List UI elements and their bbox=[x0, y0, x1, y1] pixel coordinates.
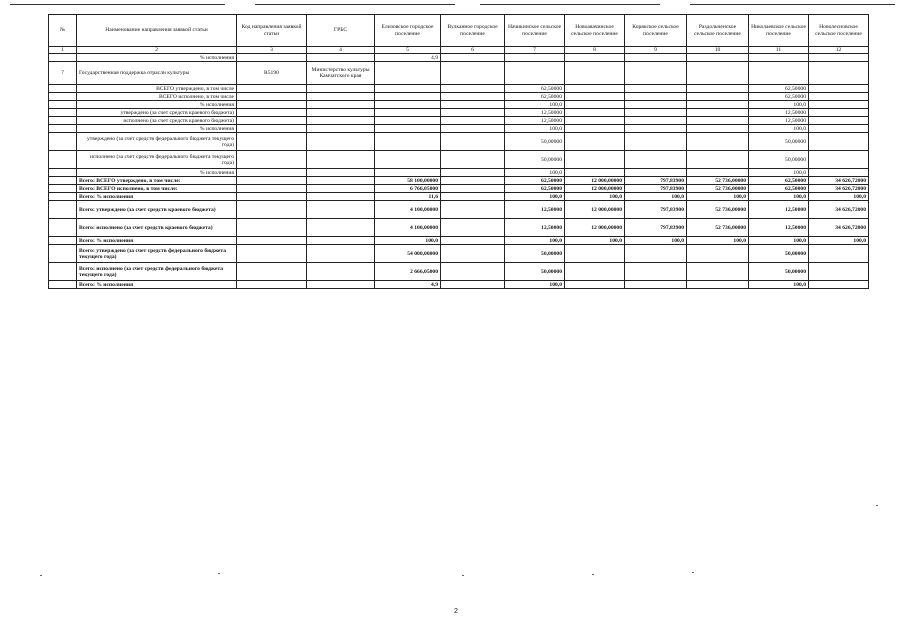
row-label-cell: Всего: % исполнения bbox=[77, 193, 237, 201]
table-cell bbox=[237, 133, 307, 151]
scan-speck bbox=[592, 574, 594, 575]
table-cell bbox=[441, 54, 505, 62]
table-cell bbox=[49, 177, 77, 185]
table-cell bbox=[441, 219, 505, 237]
table-cell: 100,0 bbox=[625, 193, 687, 201]
table-cell: 52 736,00000 bbox=[687, 185, 749, 193]
table-row bbox=[49, 85, 869, 93]
table-cell bbox=[687, 151, 749, 169]
table-cell bbox=[809, 93, 869, 101]
table-row bbox=[49, 193, 869, 201]
table-row bbox=[49, 237, 869, 245]
table-cell bbox=[49, 85, 77, 93]
table-cell bbox=[237, 54, 307, 62]
table-cell bbox=[307, 151, 375, 169]
table-cell bbox=[307, 193, 375, 201]
table-cell bbox=[625, 85, 687, 93]
table-cell bbox=[307, 109, 375, 117]
table-cell: 12,50000 bbox=[505, 219, 565, 237]
table-cell bbox=[237, 85, 307, 93]
table-cell: 12 000,00000 bbox=[565, 219, 625, 237]
row-label-cell: ВСЕГО исполнено, в том числе bbox=[77, 93, 237, 101]
table-cell bbox=[625, 109, 687, 117]
table-cell bbox=[237, 169, 307, 177]
table-cell: 4,9 bbox=[375, 281, 441, 289]
table-cell bbox=[687, 62, 749, 85]
table-cell: 100,0 bbox=[749, 101, 809, 109]
table-row bbox=[49, 263, 869, 281]
row-label-cell: Всего: % исполнения bbox=[77, 237, 237, 245]
table-cell bbox=[375, 151, 441, 169]
column-number: 10 bbox=[687, 47, 749, 54]
table-cell bbox=[565, 125, 625, 133]
report-table bbox=[48, 14, 869, 289]
column-number: 6 bbox=[441, 47, 505, 54]
table-cell: 12,50000 bbox=[749, 109, 809, 117]
row-label-cell: Всего: утверждено (за счет средств краевого бюджета) bbox=[77, 201, 237, 219]
row-label-cell: исполнено (за счет средств федерального бюджета текущего года) bbox=[77, 151, 237, 169]
table-cell: 50,00000 bbox=[749, 245, 809, 263]
table-cell bbox=[441, 177, 505, 185]
table-cell bbox=[307, 133, 375, 151]
table-cell bbox=[809, 117, 869, 125]
table-row bbox=[49, 133, 869, 151]
table-cell bbox=[687, 85, 749, 93]
table-cell bbox=[49, 281, 77, 289]
table-cell bbox=[375, 169, 441, 177]
table-cell bbox=[49, 109, 77, 117]
table-cell: 62,50000 bbox=[505, 93, 565, 101]
table-cell: 34 626,72000 bbox=[809, 201, 869, 219]
scan-speck bbox=[462, 575, 464, 576]
column-number: 4 bbox=[307, 47, 375, 54]
header-cell: Новолесновское сельское поселение bbox=[809, 15, 869, 47]
table-cell bbox=[49, 133, 77, 151]
table-cell bbox=[749, 54, 809, 62]
table-cell bbox=[565, 117, 625, 125]
table-cell bbox=[441, 237, 505, 245]
table-cell bbox=[565, 263, 625, 281]
table-cell bbox=[625, 281, 687, 289]
row-label-cell: Всего: исполнено (за счет средств федерального бюджета текущего года) bbox=[77, 263, 237, 281]
top-rule-center bbox=[255, 4, 455, 5]
table-cell bbox=[565, 169, 625, 177]
table-cell bbox=[49, 201, 77, 219]
table-cell bbox=[307, 219, 375, 237]
scan-speck bbox=[692, 572, 694, 573]
table-cell bbox=[687, 93, 749, 101]
table-cell: 52 736,00000 bbox=[687, 177, 749, 185]
table-cell bbox=[809, 169, 869, 177]
header-cell: ГРБС bbox=[307, 15, 375, 47]
table-cell: 4 100,00000 bbox=[375, 219, 441, 237]
table-cell bbox=[237, 219, 307, 237]
table-cell bbox=[625, 151, 687, 169]
row-label-cell: исполнено (за счет средств краевого бюджета) bbox=[77, 117, 237, 125]
table-cell bbox=[809, 133, 869, 151]
header-cell: Корякское сельское поселение bbox=[625, 15, 687, 47]
table-cell: 50,00000 bbox=[505, 263, 565, 281]
table-cell bbox=[565, 85, 625, 93]
table-cell: 12,50000 bbox=[749, 117, 809, 125]
table-row bbox=[49, 117, 869, 125]
table-cell bbox=[49, 117, 77, 125]
column-number: 7 bbox=[505, 47, 565, 54]
table-row bbox=[49, 54, 869, 62]
table-cell: 50,00000 bbox=[749, 151, 809, 169]
table-cell bbox=[809, 62, 869, 85]
table-cell bbox=[49, 93, 77, 101]
table-cell: 50,00000 bbox=[505, 151, 565, 169]
table-cell bbox=[625, 54, 687, 62]
table-cell: 100,0 bbox=[687, 237, 749, 245]
table-cell bbox=[441, 169, 505, 177]
table-cell: 797,83900 bbox=[625, 177, 687, 185]
table-cell bbox=[809, 125, 869, 133]
row-label-cell: Всего: исполнено (за счет средств краевого бюджета) bbox=[77, 219, 237, 237]
table-cell bbox=[441, 263, 505, 281]
table-cell bbox=[49, 245, 77, 263]
table-cell bbox=[441, 281, 505, 289]
table-cell bbox=[49, 54, 77, 62]
column-number-row bbox=[49, 47, 869, 54]
row-label-cell: Всего: ВСЕГО исполнено, в том числе: bbox=[77, 185, 237, 193]
row-label-cell: утверждено (за счет средств федерального бюджета текущего года) bbox=[77, 133, 237, 151]
table-cell bbox=[49, 219, 77, 237]
column-number: 5 bbox=[375, 47, 441, 54]
table-row bbox=[49, 62, 869, 85]
table-row bbox=[49, 219, 869, 237]
table-cell bbox=[237, 151, 307, 169]
table-cell bbox=[441, 93, 505, 101]
table-cell: 58 100,00000 bbox=[375, 177, 441, 185]
table-cell bbox=[49, 169, 77, 177]
table-cell bbox=[307, 201, 375, 219]
table-cell: 100,0 bbox=[749, 281, 809, 289]
table-cell: 11,6 bbox=[375, 193, 441, 201]
column-number: 12 bbox=[809, 47, 869, 54]
table-cell: 12 000,00000 bbox=[565, 201, 625, 219]
header-cell: Елизовское городское поселение bbox=[375, 15, 441, 47]
row-label-cell: Всего: утверждено (за счет средств федерального бюджета текущего года) bbox=[77, 245, 237, 263]
table-cell: 54 000,00000 bbox=[375, 245, 441, 263]
table-cell: 100,0 bbox=[505, 169, 565, 177]
table-cell bbox=[809, 263, 869, 281]
table-cell bbox=[49, 193, 77, 201]
table-cell: 52 736,00000 bbox=[687, 201, 749, 219]
table-cell: 6 766,05000 bbox=[375, 185, 441, 193]
table-cell bbox=[49, 237, 77, 245]
table-cell bbox=[625, 101, 687, 109]
table-cell: 100,0 bbox=[505, 101, 565, 109]
table-cell: 50,00000 bbox=[749, 133, 809, 151]
table-row bbox=[49, 201, 869, 219]
header-cell: Новоавачинское сельское поселение bbox=[565, 15, 625, 47]
table-cell bbox=[625, 263, 687, 281]
row-label-cell: Всего: % исполнения bbox=[77, 281, 237, 289]
table-cell bbox=[237, 125, 307, 133]
table-cell bbox=[375, 133, 441, 151]
table-cell bbox=[441, 62, 505, 85]
table-cell: 12,50000 bbox=[749, 201, 809, 219]
table-cell: 62,50000 bbox=[505, 177, 565, 185]
table-cell bbox=[237, 185, 307, 193]
table-cell bbox=[687, 109, 749, 117]
row-label-cell: % исполнения bbox=[77, 101, 237, 109]
table-cell bbox=[687, 125, 749, 133]
table-cell bbox=[375, 125, 441, 133]
table-cell bbox=[687, 133, 749, 151]
table-cell: 62,50000 bbox=[505, 185, 565, 193]
table-cell bbox=[809, 151, 869, 169]
header-cell: Вулканное городское поселение bbox=[441, 15, 505, 47]
table-cell bbox=[687, 263, 749, 281]
column-number: 2 bbox=[77, 47, 237, 54]
top-rule-far-right bbox=[690, 4, 895, 5]
table-cell bbox=[307, 85, 375, 93]
table-cell bbox=[375, 62, 441, 85]
table-row bbox=[49, 281, 869, 289]
table-cell bbox=[307, 245, 375, 263]
table-cell bbox=[237, 177, 307, 185]
table-cell bbox=[49, 101, 77, 109]
table-cell bbox=[307, 281, 375, 289]
table-cell bbox=[505, 62, 565, 85]
table-cell bbox=[441, 201, 505, 219]
table-cell bbox=[307, 237, 375, 245]
table-row bbox=[49, 93, 869, 101]
header-cell: Начикинское сельское поселение bbox=[505, 15, 565, 47]
table-cell bbox=[565, 281, 625, 289]
row-label-cell: ВСЕГО утверждено, в том числе bbox=[77, 85, 237, 93]
table-cell: 12 000,00000 bbox=[565, 177, 625, 185]
table-cell bbox=[375, 117, 441, 125]
top-rule-right bbox=[480, 4, 660, 5]
table-cell bbox=[307, 117, 375, 125]
table-row bbox=[49, 169, 869, 177]
table-cell bbox=[237, 109, 307, 117]
table-cell bbox=[749, 62, 809, 85]
table-cell bbox=[441, 85, 505, 93]
table-cell bbox=[307, 125, 375, 133]
table-row bbox=[49, 177, 869, 185]
table-cell bbox=[687, 281, 749, 289]
row-label-cell: % исполнения bbox=[77, 54, 237, 62]
table-cell bbox=[375, 101, 441, 109]
table-cell bbox=[441, 193, 505, 201]
row-label-cell: утверждено (за счет средств краевого бюджета) bbox=[77, 109, 237, 117]
header-cell: Наименование направления заявкой статьи bbox=[77, 15, 237, 47]
table-cell bbox=[565, 151, 625, 169]
table-cell: 34 626,72000 bbox=[809, 177, 869, 185]
table-cell: 797,83900 bbox=[625, 219, 687, 237]
table-cell bbox=[375, 85, 441, 93]
table-cell: R5190 bbox=[237, 62, 307, 85]
table-cell: 62,50000 bbox=[749, 177, 809, 185]
table-cell bbox=[625, 117, 687, 125]
table-cell bbox=[307, 93, 375, 101]
table-row bbox=[49, 185, 869, 193]
table-row bbox=[49, 151, 869, 169]
top-rule-left bbox=[10, 4, 225, 5]
table-cell bbox=[307, 169, 375, 177]
table-cell bbox=[565, 101, 625, 109]
table-cell bbox=[49, 125, 77, 133]
table-cell bbox=[375, 93, 441, 101]
header-cell: № bbox=[49, 15, 77, 47]
table-cell bbox=[307, 101, 375, 109]
table-cell: 100,0 bbox=[749, 125, 809, 133]
table-cell bbox=[441, 185, 505, 193]
table-cell bbox=[809, 245, 869, 263]
table-row bbox=[49, 125, 869, 133]
table-cell: 100,0 bbox=[375, 237, 441, 245]
table-cell: 100,0 bbox=[565, 193, 625, 201]
table-cell: 100,0 bbox=[809, 237, 869, 245]
row-label-cell: % исполнения bbox=[77, 169, 237, 177]
table-cell bbox=[687, 245, 749, 263]
table-row bbox=[49, 245, 869, 263]
column-number: 9 bbox=[625, 47, 687, 54]
row-label-cell: % исполнения bbox=[77, 125, 237, 133]
table-cell: 797,83900 bbox=[625, 201, 687, 219]
table-cell bbox=[625, 93, 687, 101]
table-cell bbox=[441, 117, 505, 125]
header-cell: Николаевское сельское поселение bbox=[749, 15, 809, 47]
table-cell: Министерство культуры Камчатского края bbox=[307, 62, 375, 85]
table-cell: 12,50000 bbox=[505, 109, 565, 117]
table-cell bbox=[237, 101, 307, 109]
table-cell bbox=[565, 109, 625, 117]
table-cell: 2 666,05000 bbox=[375, 263, 441, 281]
column-number: 11 bbox=[749, 47, 809, 54]
table-row bbox=[49, 109, 869, 117]
table-cell: 100,0 bbox=[625, 237, 687, 245]
row-label-cell: Государственная поддержка отрасли культуры bbox=[77, 62, 237, 85]
page-number: 2 bbox=[454, 608, 458, 615]
scan-speck bbox=[876, 505, 878, 506]
table-cell bbox=[49, 151, 77, 169]
column-number: 8 bbox=[565, 47, 625, 54]
table-cell bbox=[307, 185, 375, 193]
table-cell: 62,50000 bbox=[505, 85, 565, 93]
table-cell bbox=[237, 93, 307, 101]
table-cell bbox=[625, 133, 687, 151]
table-cell: 100,0 bbox=[565, 237, 625, 245]
table-cell bbox=[49, 185, 77, 193]
table-cell bbox=[441, 151, 505, 169]
table-cell bbox=[625, 169, 687, 177]
table-cell: 50,00000 bbox=[505, 245, 565, 263]
table-cell bbox=[441, 245, 505, 263]
table-cell bbox=[307, 54, 375, 62]
table-cell bbox=[625, 62, 687, 85]
table-cell bbox=[565, 54, 625, 62]
table-cell bbox=[565, 133, 625, 151]
table-cell: 100,0 bbox=[749, 169, 809, 177]
table-cell: 100,0 bbox=[505, 281, 565, 289]
table-cell: 62,50000 bbox=[749, 93, 809, 101]
table-cell bbox=[237, 263, 307, 281]
table-cell: 100,0 bbox=[809, 193, 869, 201]
table-cell: 797,83900 bbox=[625, 185, 687, 193]
scan-speck bbox=[40, 575, 42, 576]
table-cell: 100,0 bbox=[749, 237, 809, 245]
table-cell bbox=[307, 177, 375, 185]
header-cell: Раздольненское сельское поселение bbox=[687, 15, 749, 47]
table-cell bbox=[237, 237, 307, 245]
table-cell: 100,0 bbox=[749, 193, 809, 201]
table-row bbox=[49, 101, 869, 109]
table-cell: 34 626,72000 bbox=[809, 185, 869, 193]
table-cell bbox=[687, 169, 749, 177]
column-number: 3 bbox=[237, 47, 307, 54]
table-cell bbox=[441, 125, 505, 133]
table-cell: 12,50000 bbox=[505, 117, 565, 125]
table-cell bbox=[687, 54, 749, 62]
table-cell: 4 100,00000 bbox=[375, 201, 441, 219]
table-cell bbox=[625, 125, 687, 133]
table-cell bbox=[237, 245, 307, 263]
table-cell bbox=[237, 117, 307, 125]
table-cell bbox=[687, 117, 749, 125]
table-cell bbox=[809, 101, 869, 109]
table-cell bbox=[809, 54, 869, 62]
table-cell bbox=[565, 93, 625, 101]
table-cell bbox=[237, 193, 307, 201]
table-cell: 34 626,72000 bbox=[809, 219, 869, 237]
row-label-cell: Всего: ВСЕГО утверждено, в том числе: bbox=[77, 177, 237, 185]
table-cell bbox=[505, 54, 565, 62]
table-cell bbox=[809, 85, 869, 93]
table-cell bbox=[809, 109, 869, 117]
header-cell: Код направления заявкой статьи bbox=[237, 15, 307, 47]
table-cell bbox=[565, 245, 625, 263]
table-cell: 100,0 bbox=[505, 125, 565, 133]
table-cell bbox=[237, 201, 307, 219]
table-cell bbox=[809, 281, 869, 289]
header-row bbox=[49, 15, 869, 47]
table-cell: 52 736,00000 bbox=[687, 219, 749, 237]
table-cell: 50,00000 bbox=[749, 263, 809, 281]
table-cell: 50,00000 bbox=[505, 133, 565, 151]
table-cell bbox=[441, 133, 505, 151]
table-cell: 100,0 bbox=[505, 193, 565, 201]
table-cell: 4,9 bbox=[375, 54, 441, 62]
table-cell bbox=[237, 281, 307, 289]
table-cell bbox=[625, 245, 687, 263]
table-cell bbox=[441, 109, 505, 117]
scan-speck bbox=[218, 573, 220, 574]
table-cell: 12 000,00000 bbox=[565, 185, 625, 193]
table-cell: 62,50000 bbox=[749, 185, 809, 193]
table-cell: 62,50000 bbox=[749, 85, 809, 93]
table-cell bbox=[49, 263, 77, 281]
table-cell bbox=[375, 109, 441, 117]
table-cell: 100,0 bbox=[687, 193, 749, 201]
table-cell bbox=[565, 62, 625, 85]
table-cell: 12,50000 bbox=[505, 201, 565, 219]
table-cell: 7 bbox=[49, 62, 77, 85]
table-cell bbox=[307, 263, 375, 281]
table-cell: 100,0 bbox=[505, 237, 565, 245]
column-number: 1 bbox=[49, 47, 77, 54]
table-cell bbox=[687, 101, 749, 109]
table-cell bbox=[441, 101, 505, 109]
table-cell: 12,50000 bbox=[749, 219, 809, 237]
